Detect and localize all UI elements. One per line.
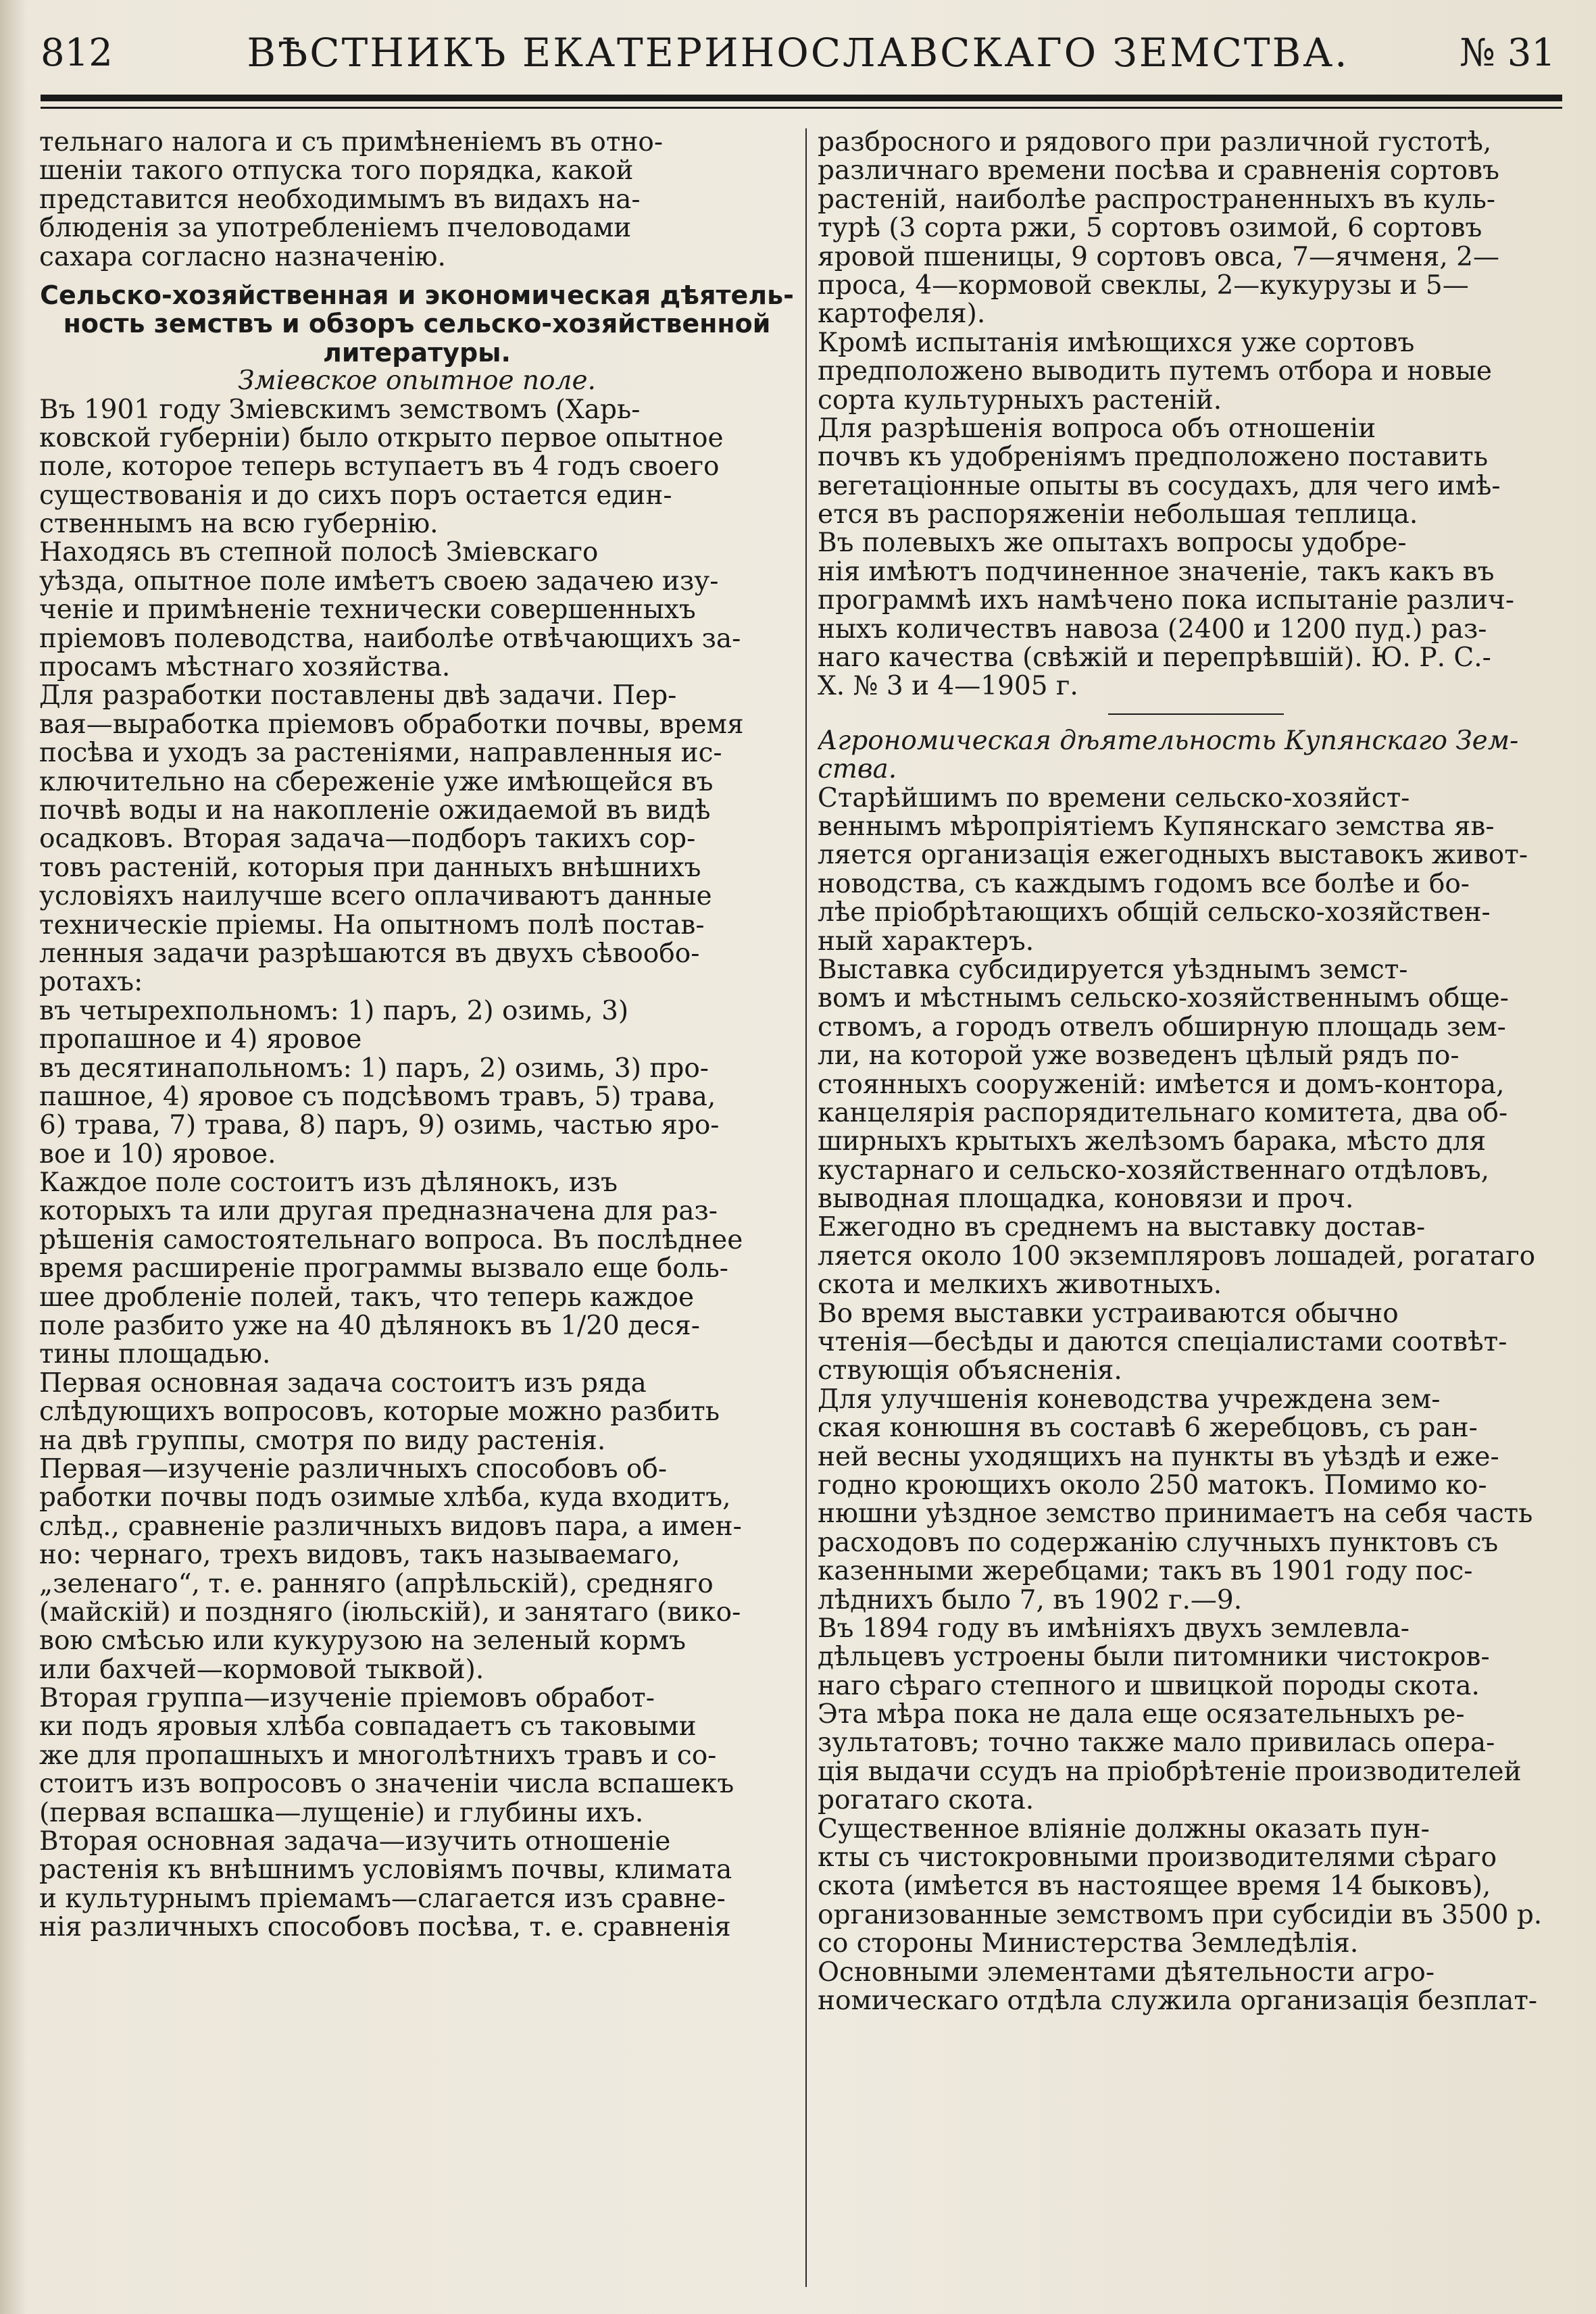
text-line: Ежегодно въ среднемъ на выставку достав- [818, 1213, 1426, 1242]
text-line: скота (имѣется въ настоящее время 14 быковъ), [818, 1872, 1491, 1901]
text-line: на двѣ группы, смотря по виду растенія. [39, 1426, 606, 1455]
text-line: со стороны Министерства Земледѣлія. [818, 1930, 1359, 1959]
text-line: ственнымъ на всю губернію. [39, 510, 439, 539]
text-line: яровой пшеницы, 9 сортовъ овса, 7—ячменя, 2— [818, 243, 1499, 272]
text-line: ключительно на сбереженіе уже имѣющейся въ [39, 768, 714, 797]
text-line: Каждое поле состоитъ изъ дѣлянокъ, изъ [39, 1169, 618, 1198]
header-rule-thin [41, 107, 1562, 109]
text-line: ется въ распоряженіи небольшая теплица. [818, 501, 1418, 530]
intro-paragraph [39, 128, 795, 272]
text-line: или бахчей—кормовой тыквой). [39, 1655, 484, 1685]
text-line: слѣд., сравненіе различныхъ видовъ пара, а имен- [39, 1512, 742, 1542]
text-line: канцелярія распорядительнаго комитета, два об- [818, 1099, 1508, 1128]
text-line: Въ 1894 году въ имѣніяхъ двухъ землевла- [818, 1614, 1410, 1644]
section-subheading: Зміевское опытное поле. [238, 367, 596, 396]
subheading-line: Агрономическая дѣятельность Купянскаго Зем- [818, 726, 1519, 756]
text-line: кты съ чистокровными производителями сѣраго [818, 1844, 1497, 1873]
text-line: наго качества (свѣжій и перепрѣвшій). Ю. Р. С.- [818, 644, 1491, 673]
text-line: Существенное вліяніе должны оказать пун- [818, 1815, 1430, 1844]
text-line: шеніи такого отпуска того порядка, какой [39, 157, 634, 186]
text-line: техническіе пріемы. На опытномъ полѣ постав- [39, 911, 705, 940]
text-line: пашное, 4) яровое съ подсѣвомъ травъ, 5) трава, [39, 1082, 716, 1112]
text-line: кустарнаго и сельско-хозяйственнаго отдѣловъ, [818, 1156, 1490, 1186]
text-line: чтенія—бесѣды и даются спеціалистами соотвѣт- [818, 1328, 1507, 1357]
text-line: Старѣйшимъ по времени сельско-хозяйст- [818, 784, 1410, 813]
text-line: Выставка субсидируется уѣзднымъ земст- [818, 955, 1408, 985]
text-line: уѣзда, опытное поле имѣетъ своею задачею изу- [39, 567, 719, 597]
text-line: ляется около 100 экземпляровъ лошадей, рогатаго [818, 1242, 1536, 1272]
text-line: расходовъ по содержанію случныхъ пунктовъ съ [818, 1528, 1499, 1558]
text-line: Во время выставки устраиваются обычно [818, 1299, 1399, 1329]
text-line: пропашное и 4) яровое [39, 1026, 362, 1055]
text-line: выводная площадка, коновязи и проч. [818, 1185, 1354, 1214]
text-line: вегетаціонные опыты въ сосудахъ, для чего имѣ- [818, 472, 1501, 501]
text-line: сорта культурныхъ растеній. [818, 386, 1222, 415]
text-line: Въ 1901 году Зміевскимъ земствомъ (Харь- [39, 395, 641, 424]
text-line: представится необходимымъ въ видахъ на- [39, 185, 641, 215]
text-line: Эта мѣра пока не дала еще осязательныхъ ре- [818, 1701, 1465, 1730]
text-line: въ четырехпольномъ: 1) паръ, 2) озимь, 3) [39, 997, 629, 1026]
text-line: ней весны уходящихъ на пункты въ уѣздѣ и еже- [818, 1442, 1499, 1472]
text-line: вая—выработка пріемовъ обработки почвы, время [39, 710, 744, 740]
page-header [41, 12, 1555, 93]
text-line: зультатовъ; точно также мало привилась опера- [818, 1729, 1495, 1758]
article-subheading [818, 727, 1574, 784]
text-line: проса, 4—кормовой свеклы, 2—кукурузы и 5— [818, 271, 1469, 301]
text-line: „зеленаго“, т. е. ранняго (апрѣльскій), средняго [39, 1569, 714, 1599]
text-line: просамъ мѣстнаго хозяйства. [39, 653, 451, 682]
text-line: почвѣ воды и на накопленіе ожидаемой въ видѣ [39, 796, 711, 826]
text-line: въ десятинапольномъ: 1) паръ, 2) озимь, 3) про- [39, 1054, 709, 1083]
text-line: рѣшенія самостоятельнаго вопроса. Въ послѣднее [39, 1226, 743, 1255]
text-line: Вторая группа—изученіе пріемовъ обработ- [39, 1684, 655, 1713]
heading-line: ность земствъ и обзоръ сельско-хозяйственной [63, 309, 771, 338]
right-body-text-2 [818, 784, 1574, 2016]
text-line: товъ растеній, которыя при данныхъ внѣшнихъ [39, 853, 701, 883]
text-line: Первая—изученіе различныхъ способовъ об- [39, 1455, 668, 1484]
column-divider [805, 128, 807, 2287]
text-line: же для пропашныхъ и многолѣтнихъ травъ и со- [39, 1741, 717, 1771]
text-line: ленныя задачи разрѣшаются въ двухъ сѣвообо- [39, 939, 700, 969]
page-number: 812 [41, 30, 113, 75]
text-line: Х. № 3 и 4—1905 г. [818, 672, 1078, 701]
text-line: лѣе пріобрѣтающихъ общій сельско-хозяйствен- [818, 899, 1491, 928]
text-line: Вторая основная задача—изучить отношеніе [39, 1828, 671, 1857]
text-line: Основными элементами дѣятельности агро- [818, 1958, 1435, 1987]
text-line: время расширеніе программы вызвало еще боль- [39, 1255, 728, 1284]
header-rule-thick [41, 95, 1562, 101]
text-line: (первая вспашка—лущеніе) и глубины ихъ. [39, 1799, 644, 1828]
text-line: ли, на которой уже возведенъ цѣлый рядъ по- [818, 1042, 1460, 1071]
text-line: Кромѣ испытанія имѣющихся уже сортовъ [818, 328, 1415, 358]
text-line: 6) трава, 7) трава, 8) паръ, 9) озимь, частью яро- [39, 1111, 720, 1140]
text-line: разбросного и рядового при различной густотѣ, [818, 128, 1492, 157]
text-line: растенія къ внѣшнимъ условіямъ почвы, климата [39, 1856, 732, 1885]
text-line: ширныхъ крытыхъ желѣзомъ барака, мѣсто для [818, 1128, 1487, 1157]
text-line: новодства, съ каждымъ годомъ все болѣе и бо- [818, 870, 1470, 899]
text-line: стоянныхъ сооруженій: имѣется и домъ-контора, [818, 1070, 1505, 1099]
text-line: Находясь въ степной полосѣ Зміевскаго [39, 538, 599, 568]
text-line: лѣднихъ было 7, въ 1902 г.—9. [818, 1586, 1243, 1615]
left-column [39, 128, 795, 2287]
text-line: поле, которое теперь вступаетъ въ 4 годъ своего [39, 453, 720, 482]
text-line: казенными жеребцами; такъ въ 1901 году пос- [818, 1557, 1473, 1586]
text-line: осадковъ. Вторая задача—подборъ такихъ сор- [39, 825, 696, 854]
text-line: Въ полевыхъ же опытахъ вопросы удобре- [818, 529, 1407, 558]
heading-line: литературы. [323, 338, 511, 368]
text-line: наго сѣраго степного и швицкой породы скота. [818, 1671, 1480, 1701]
text-line: ки подъ яровыя хлѣба совпадаетъ съ таковыми [39, 1713, 697, 1742]
text-line: ція выдачи ссудъ на пріобрѣтеніе производителей [818, 1757, 1522, 1787]
text-line: растеній, наиболѣе распространенныхъ въ куль- [818, 185, 1496, 215]
text-line: блюденія за употребленіемъ пчеловодами [39, 214, 632, 243]
text-line: организованные земствомъ при субсидіи въ 3500 р. [818, 1901, 1543, 1930]
article-separator [1108, 713, 1284, 715]
text-line: посѣва и уходъ за растеніями, направленныя ис- [39, 739, 722, 768]
text-line: тины площадью. [39, 1340, 271, 1369]
periodical-title: ВѢСТНИКЪ ЕКАТЕРИНОСЛАВСКАГО ЗЕМСТВА. [247, 30, 1349, 76]
text-line: ляется организація ежегодныхъ выставокъ живот- [818, 841, 1528, 870]
text-line: но: чернаго, трехъ видовъ, такъ называемаго, [39, 1541, 680, 1570]
text-line: поле разбито уже на 40 дѣлянокъ въ 1/20 деся- [39, 1312, 700, 1341]
text-line: годно кроющихъ около 250 матокъ. Помимо ко- [818, 1471, 1487, 1501]
text-line: скота и мелкихъ животныхъ. [818, 1271, 1222, 1300]
text-line: ченіе и примѣненіе технически совершенныхъ [39, 596, 696, 625]
text-line: вомъ и мѣстнымъ сельско-хозяйственнымъ обще- [818, 984, 1509, 1013]
issue-number: № 31 [1459, 30, 1555, 75]
text-line: и культурнымъ пріемамъ—слагается изъ сравне- [39, 1884, 726, 1914]
text-line: номическаго отдѣла служила организація безплат- [818, 1987, 1538, 2016]
text-line: ротахъ: [39, 968, 143, 997]
text-line: нія имѣютъ подчиненное значеніе, такъ какъ въ [818, 557, 1495, 587]
text-line: тельнаго налога и съ примѣненіемъ въ отно- [39, 128, 664, 157]
text-line: условіяхъ наилучше всего оплачиваютъ данные [39, 882, 712, 911]
text-line: слѣдующихъ вопросовъ, которые можно разбить [39, 1398, 720, 1427]
text-line: картофеля). [818, 300, 986, 329]
text-line: рогатаго скота. [818, 1786, 1034, 1815]
section-heading [39, 281, 795, 367]
text-line: Для разработки поставлены двѣ задачи. Пер- [39, 682, 677, 711]
text-line: почвъ къ удобреніямъ предположено поставить [818, 443, 1489, 472]
text-line: ствующія объясненія. [818, 1357, 1122, 1386]
text-line: пріемовъ полеводства, наиболѣе отвѣчающихъ за- [39, 624, 741, 654]
left-body-text [39, 396, 795, 1942]
text-line: стоитъ изъ вопросовъ о значеніи числа вспашекъ [39, 1770, 734, 1799]
text-line: различнаго времени посѣва и сравненія сортовъ [818, 157, 1499, 186]
text-line: ская конюшня въ составѣ 6 жеребцовъ, съ ран- [818, 1414, 1478, 1443]
text-line: шее дробленіе полей, такъ, что теперь каждое [39, 1283, 695, 1313]
right-body-text-1 [818, 128, 1574, 701]
subheading-line: ства. [818, 755, 897, 784]
text-line: вое и 10) яровое. [39, 1140, 276, 1169]
right-column [818, 128, 1574, 2287]
text-line: сахара согласно назначенію. [39, 243, 446, 272]
heading-line: Сельско-хозяйственная и экономическая дѣятель- [40, 280, 794, 310]
text-line: существованія и до сихъ поръ остается един- [39, 481, 672, 511]
text-line: нюшни уѣздное земство принимаетъ на себя часть [818, 1500, 1533, 1529]
text-line: работки почвы подъ озимые хлѣба, куда входитъ, [39, 1484, 731, 1513]
text-line: турѣ (3 сорта ржи, 5 сортовъ озимой, 6 сортовъ [818, 214, 1482, 243]
text-line: веннымъ мѣропріятіемъ Купянскаго земства яв- [818, 812, 1495, 842]
text-line: ствомъ, а городъ отвелъ обширную площадь зем- [818, 1013, 1506, 1042]
text-line: нія различныхъ способовъ посѣва, т. е. сравненія [39, 1913, 731, 1942]
text-line: которыхъ та или другая предназначена для раз- [39, 1197, 718, 1226]
text-line: вою смѣсью или кукурузою на зеленый кормъ [39, 1627, 686, 1656]
text-line: предположено выводить путемъ отбора и новые [818, 357, 1492, 386]
text-line: ковской губерніи) было открыто первое опытное [39, 424, 724, 453]
text-line: Для улучшенія коневодства учреждена зем- [818, 1385, 1441, 1415]
text-line: программѣ ихъ намѣчено пока испытаніе различ- [818, 586, 1515, 615]
text-line: (майскій) и поздняго (іюльскій), и занятаго (вико- [39, 1598, 741, 1628]
text-line: ный характеръ. [818, 927, 1034, 956]
text-line: Первая основная задача состоитъ изъ ряда [39, 1369, 647, 1399]
text-line: ныхъ количествъ навоза (2400 и 1200 пуд.) раз- [818, 615, 1487, 645]
text-line: Для разрѣшенія вопроса объ отношеніи [818, 414, 1376, 444]
text-line: дѣльцевъ устроены были питомники чистокров- [818, 1643, 1490, 1672]
